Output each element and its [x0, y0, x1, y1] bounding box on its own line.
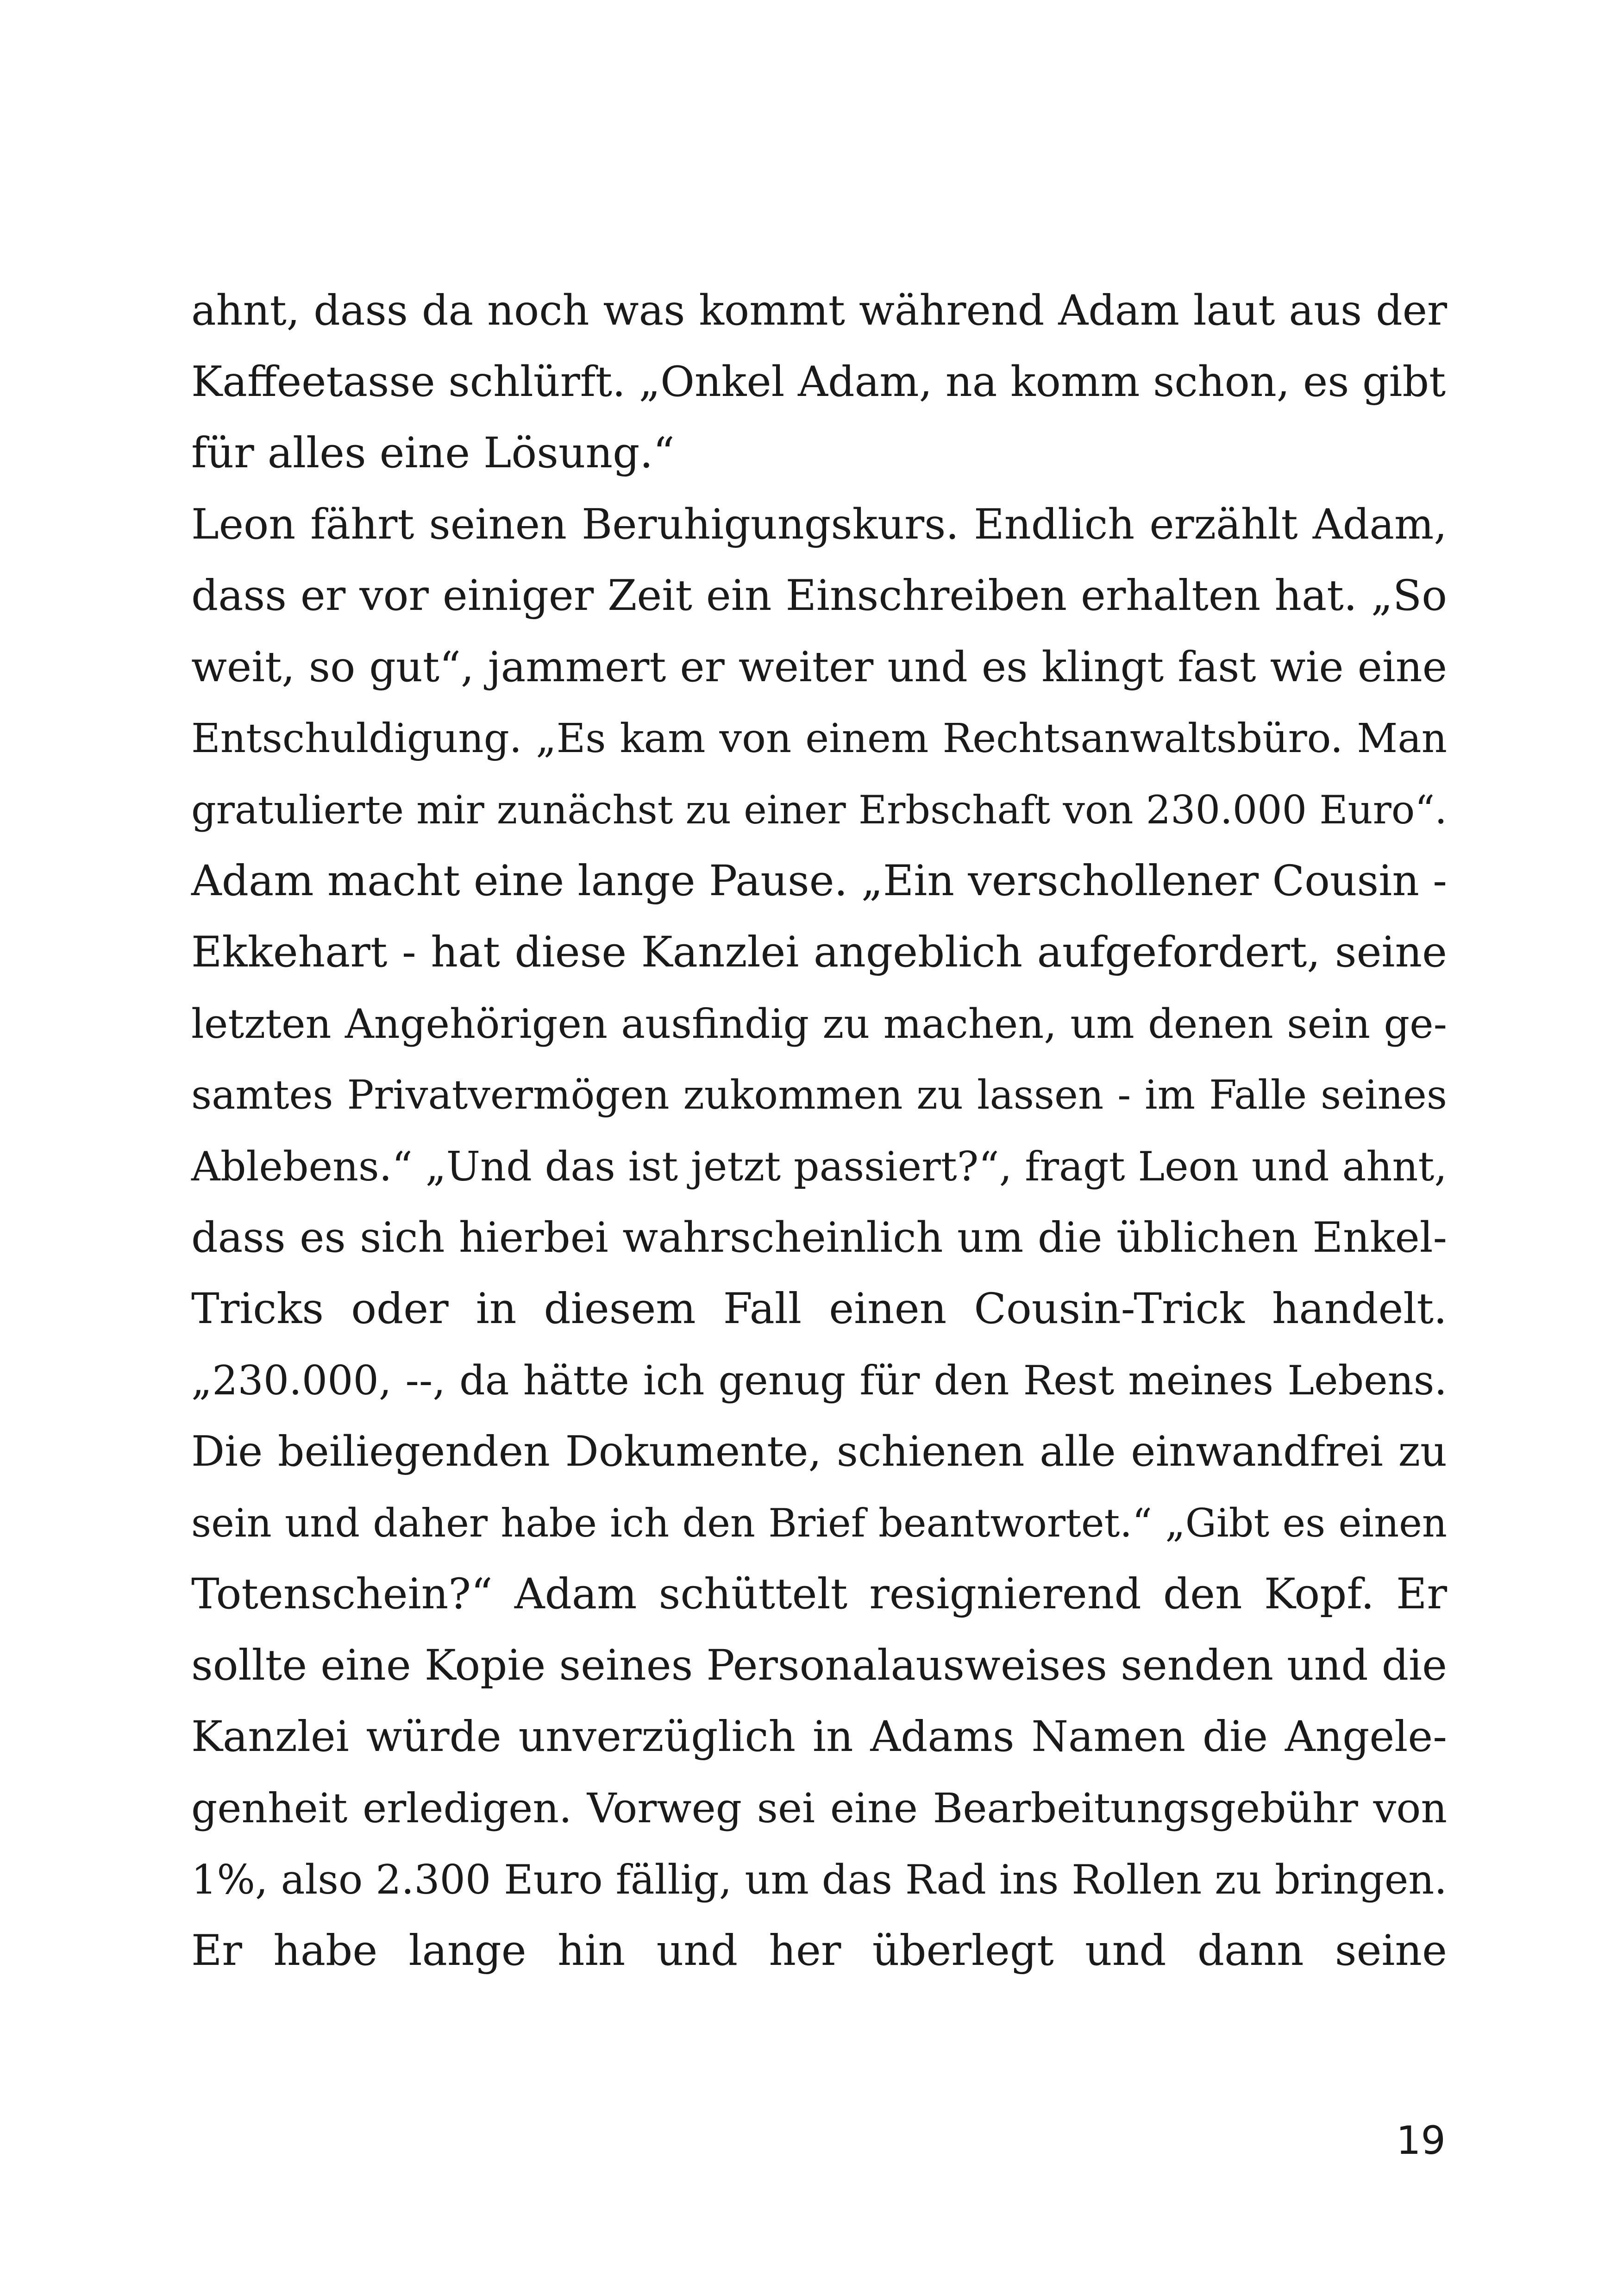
text-line: Kanzlei würde unverzüglich in Adams Namen die Angele- [191, 1713, 1447, 1761]
text-line: sollte eine Kopie seines Personalausweises senden und die [191, 1641, 1447, 1690]
text-line: für alles eine Lösung.“ [191, 429, 675, 477]
text-line: Entschuldigung. „Es kam von einem Rechtsanwaltsbüro. Man [191, 715, 1447, 762]
text-line: Ekkehart - hat diese Kanzlei angeblich aufgefordert, seine [191, 928, 1447, 977]
text-line: Totenschein?“ Adam schüttelt resignierend den Kopf. Er [191, 1570, 1447, 1618]
text-line: samtes Privatvermögen zukommen zu lassen - im Falle seines [191, 1072, 1447, 1118]
text-line: ahnt, dass da noch was kommt während Adam laut aus der [191, 286, 1447, 335]
text-line: letzten Angehörigen ausfindig zu machen, um denen sein ge- [191, 1000, 1447, 1048]
text-line: genheit erledigen. Vorweg sei eine Bearbeitungsgebühr von [191, 1784, 1447, 1832]
text-line: gratulierte mir zunächst zu einer Erbschaft von 230.000 Euro“. [191, 787, 1447, 833]
page-number: 19 [1396, 2118, 1446, 2163]
text-line: Adam macht eine lange Pause. „Ein verschollener Cousin - [191, 857, 1447, 905]
text-line: „230.000, --, da hätte ich genug für den Rest meines Lebens. [191, 1357, 1447, 1404]
text-line: sein und daher habe ich den Brief beantwortet.“ „Gibt es einen [191, 1500, 1447, 1546]
text-line: Kaffeetasse schlürft. „Onkel Adam, na komm schon, es gibt [191, 358, 1446, 406]
text-line: Tricks oder in diesem Fall einen Cousin-Trick handelt. [191, 1285, 1447, 1333]
text-line: dass er vor einiger Zeit ein Einschreiben erhalten hat. „So [191, 571, 1447, 620]
text-line: 1%, also 2.300 Euro fällig, um das Rad ins Rollen zu bringen. [191, 1856, 1447, 1903]
text-line: Ablebens.“ „Und das ist jetzt passiert?“, fragt Leon und ahnt, [191, 1143, 1447, 1190]
text-line: Er habe lange hin und her überlegt und dann seine [191, 1926, 1447, 1975]
text-line: weit, so gut“, jammert er weiter und es klingt fast wie eine [191, 643, 1447, 691]
text-line: Leon fährt seinen Beruhigungskurs. Endlich erzählt Adam, [191, 500, 1447, 549]
text-line: dass es sich hierbei wahrscheinlich um die üblichen Enkel- [191, 1213, 1447, 1262]
text-line: Die beiliegenden Dokumente, schienen alle einwandfrei zu [191, 1427, 1447, 1476]
